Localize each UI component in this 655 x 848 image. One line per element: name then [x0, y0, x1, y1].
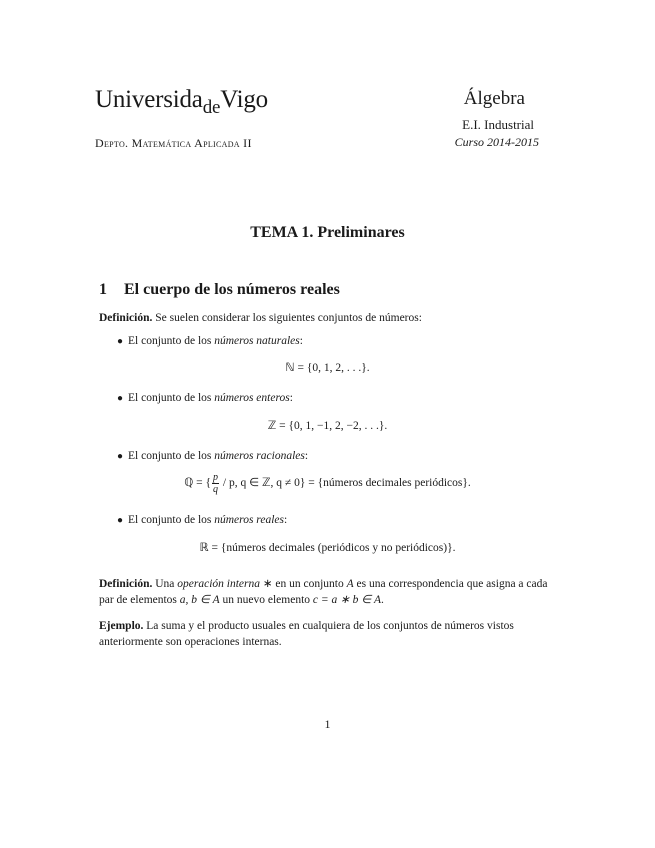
bullet-naturales [117, 335, 303, 347]
fraction-numerator: p [213, 472, 219, 483]
formula-part: ℚ = { [184, 477, 212, 490]
definition-label: Definición. [99, 312, 153, 324]
page-number: 1 [324, 717, 331, 731]
definition-sets [99, 310, 561, 326]
bullet-term: números enteros [214, 392, 290, 404]
bullet-term: números racionales [214, 450, 305, 462]
math-symbol: A [346, 578, 354, 590]
section-number: 1 [99, 281, 107, 298]
bullet-prefix: El conjunto de los [128, 335, 215, 347]
math-expression: a, b ∈ A [179, 594, 220, 606]
bullet-icon: ● [117, 336, 124, 347]
text-fragment: . [381, 594, 384, 606]
bullet-suffix: : [299, 335, 303, 347]
university-logo [95, 86, 268, 118]
bullet-term: números reales [214, 514, 284, 526]
text-fragment: Una [152, 578, 178, 590]
bullet-icon: ● [117, 393, 124, 404]
math-expression: c = a ∗ b ∈ A [312, 594, 381, 606]
bullet-racionales [117, 450, 308, 462]
logo-text-vigo: Vigo [220, 86, 268, 113]
example-paragraph [99, 618, 561, 650]
example-text: La suma y el producto usuales en cualquiera de los conjuntos de números vistos anteriormente son operaciones internas. [99, 620, 514, 648]
bullet-icon: ● [117, 451, 124, 462]
bullet-icon: ● [117, 515, 124, 526]
department-name: Depto. Matemática Aplicada II [95, 136, 252, 150]
formula-naturales: ℕ = {0, 1, 2, . . .}. [285, 362, 370, 374]
definition-internal-operation [99, 576, 561, 608]
example-label: Ejemplo. [99, 620, 144, 632]
definition-text: Se suelen considerar los siguientes conjuntos de números: [155, 312, 422, 324]
course-school: E.I. Industrial [462, 117, 534, 132]
formula-reales: ℝ = {números decimales (periódicos y no periódicos)}. [199, 542, 456, 554]
bullet-term: números naturales [214, 335, 300, 347]
course-title: Álgebra [463, 88, 525, 109]
bullet-suffix: : [289, 392, 293, 404]
logo-text-universidad: Universida [95, 86, 203, 113]
bullet-suffix: : [304, 450, 309, 462]
definition-term: operación interna [177, 578, 261, 590]
formula-racionales [0, 472, 655, 495]
section-heading [99, 281, 340, 299]
bullet-prefix: El conjunto de los [128, 514, 215, 526]
formula-part: / p, q ∈ ℤ, q ≠ 0} = {números decimales periódicos}. [220, 477, 471, 490]
bullet-prefix: El conjunto de los [128, 392, 215, 404]
logo-text-de: de [202, 97, 221, 118]
text-fragment: es una correspondencia que asigna a cada par de elementos [99, 578, 548, 606]
bullet-enteros [117, 392, 293, 404]
bullet-reales [117, 514, 287, 526]
bullet-suffix: : [284, 514, 288, 526]
bullet-prefix: El conjunto de los [128, 450, 215, 462]
formula-enteros: ℤ = {0, 1, −1, 2, −2, . . .}. [267, 420, 388, 432]
fraction-denominator: q [213, 484, 219, 495]
section-title: El cuerpo de los números reales [124, 281, 340, 298]
text-fragment: ∗ en un conjunto [260, 578, 347, 590]
course-year: Curso 2014-2015 [454, 135, 539, 149]
fraction-p-over-q [212, 472, 219, 495]
tema-title: TEMA 1. Preliminares [250, 224, 405, 241]
definition-label: Definición. [99, 578, 153, 590]
text-fragment: un nuevo elemento [219, 594, 313, 606]
